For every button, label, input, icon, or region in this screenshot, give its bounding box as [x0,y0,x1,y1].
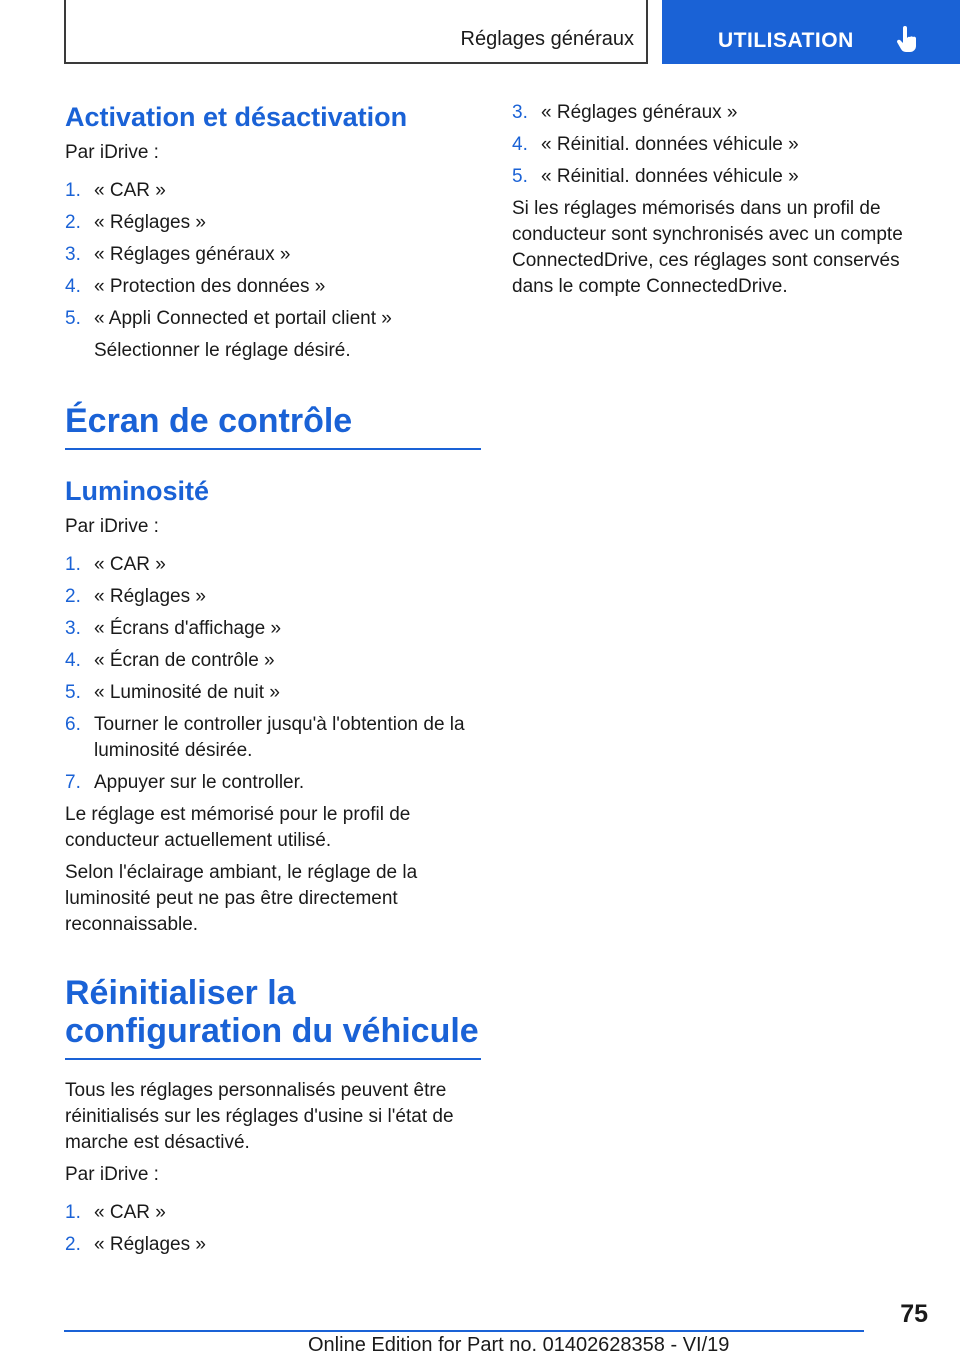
luminosite-intro: Par iDrive : [65,516,159,537]
edition-text: Online Edition for Part no. 01402628358 - VI/19 [308,1334,730,1356]
list-item: 5. « Appli Connected et portail client » [65,308,392,329]
left-column [65,100,481,1258]
list-item: 1. « CAR » [65,1202,166,1223]
list-item: 3. « Réglages généraux » [65,244,291,265]
section-title: Réglages généraux [460,28,634,50]
luminosite-para-1: Le réglage est mémorisé pour le profil de conducteur actuellement utilisé. [65,804,411,851]
activation-note: Sélectionner le réglage désiré. [94,340,351,361]
list-item: 3. « Écrans d'affichage » [65,618,282,639]
reset-heading: Réinitialiser la configuration du véhicule [65,974,481,1060]
hand-pointer-icon [896,26,920,54]
ecran-heading: Écran de contrôle [65,402,481,450]
reset-intro: Par iDrive : [65,1164,159,1185]
list-item: 7. Appuyer sur le controller. [65,772,305,793]
list-item: 5. « Luminosité de nuit » [65,682,280,703]
list-item: 1. « CAR » [65,554,166,575]
list-item: 5. « Réinitial. données véhicule » [512,166,799,187]
reset-para: Tous les réglages personnalisés peuvent être réinitialisés sur les réglages d'usine si l'état de marche est désactivé. [65,1080,454,1153]
list-item: 4. « Écran de contrôle » [65,650,275,671]
reset-steps-continued [512,100,928,190]
sync-para: Si les réglages mémorisés dans un profil de conducteur sont synchronisés avec un compte ConnectedDrive, ces réglages sont conservés dans le compte ConnectedDrive. [512,198,903,297]
reset-steps [65,1200,481,1258]
header-section-box [64,0,648,64]
activation-heading: Activation et désactivation [65,102,408,132]
chapter-tab[interactable] [662,0,960,64]
luminosite-steps [65,552,481,796]
luminosite-para-2: Selon l'éclairage ambiant, le réglage de la luminosité peut ne pas être directement reconnaissable. [65,862,418,935]
list-item: 4. « Réinitial. données véhicule » [512,134,799,155]
list-item: 4. « Protection des données » [65,276,326,297]
luminosite-heading: Luminosité [65,476,210,506]
page-number: 75 [900,1300,928,1328]
activation-intro: Par iDrive : [65,142,159,163]
activation-steps [65,178,481,332]
footer-divider [64,1330,864,1332]
list-item: 1. « CAR » [65,180,166,201]
list-item: 3. « Réglages généraux » [512,102,738,123]
list-item: 2. « Réglages » [65,1234,206,1255]
list-item: 6. Tourner le controller jusqu'à l'obtention de la luminosité désirée. [65,714,465,761]
list-item: 2. « Réglages » [65,212,206,233]
list-item: 2. « Réglages » [65,586,206,607]
chapter-tab-label: UTILISATION [718,29,854,52]
right-column [512,100,928,300]
